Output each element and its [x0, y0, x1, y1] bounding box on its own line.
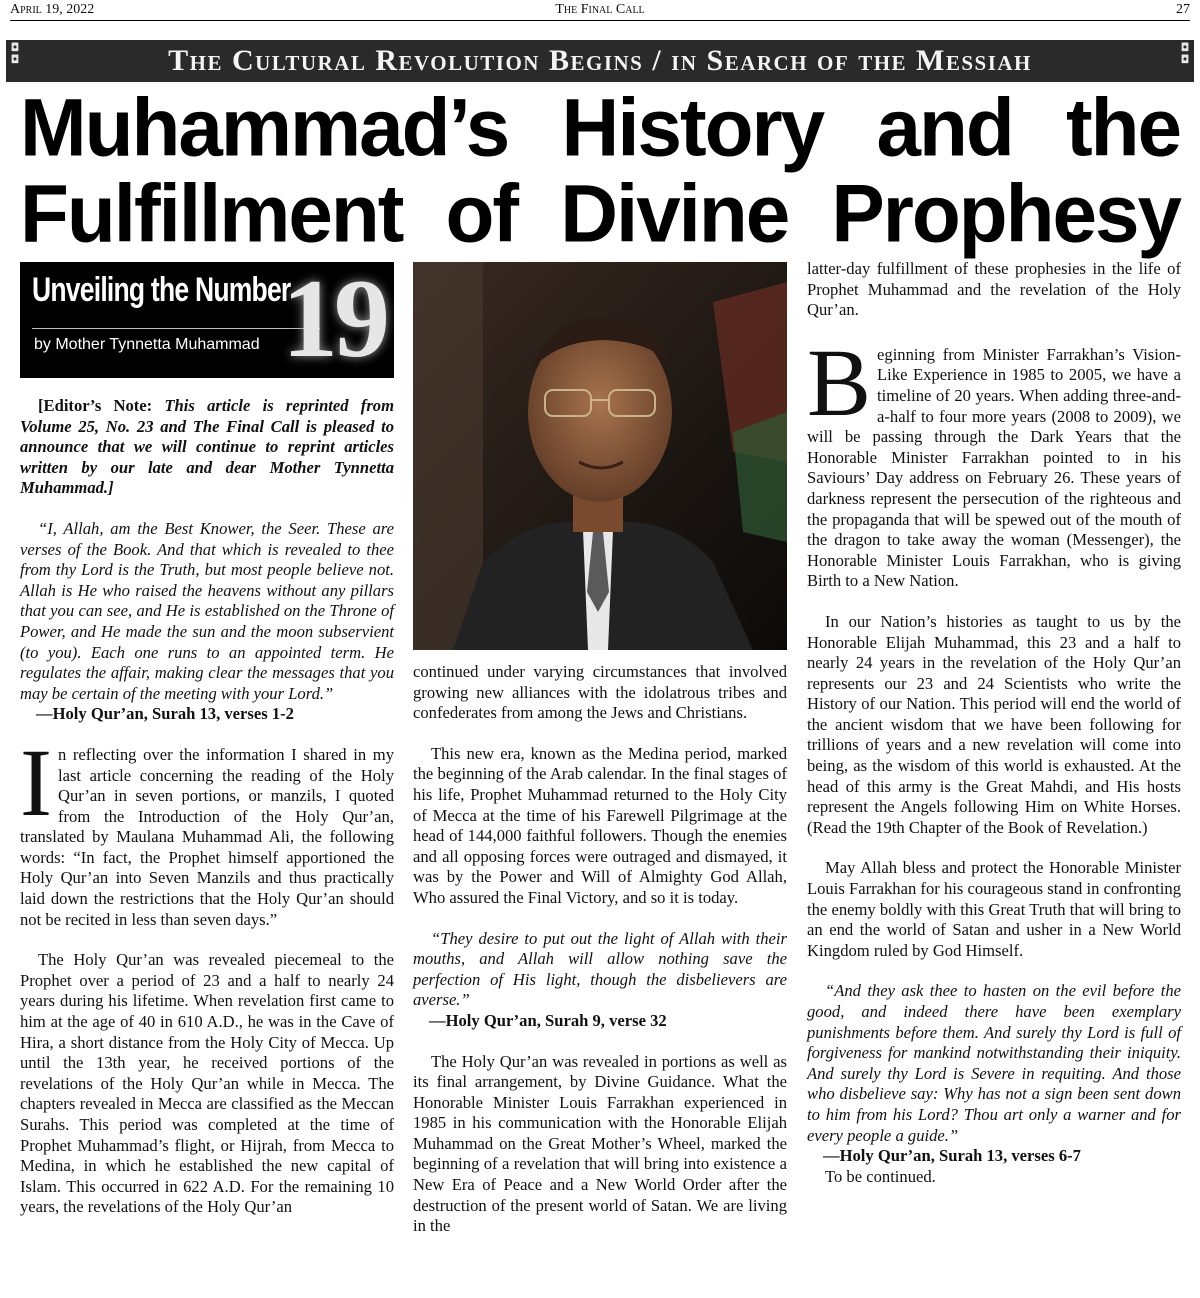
issue-date: April 19, 2022: [10, 2, 95, 17]
column-logo-title: Unveiling the Number: [32, 271, 291, 309]
column-logo-byline: by Mother Tynnetta Muhammad: [34, 336, 260, 353]
col2-paragraph-2: This new era, known as the Medina period, marked the beginning of the Arab calendar. In the final stages of his life, Prophet Muhammad returned to the Holy City of Mecca at the time of his Farewell Pilgrimage at the head of 144,000 faithful followers. Though the enemies and all opposing forces were outraged and dismayed, it was by the Power and Will of Almighty God Allah, Who assured the Final Victory, and so it is today.: [413, 743, 787, 907]
col1-paragraph-2: The Holy Qur’an was revealed piecemeal to the Prophet over a period of 23 and a half to nearly 24 years during his lifetime. When revelation first came to him at the age of 40 in 610 A.D., he was in the Cave of Hira, a short distance from the Holy City of Mecca. Up until the 13th year, he received portions of the revelations of the Holy Qur’an while in Mecca. The chapters revealed in Mecca are classified as the Meccan Surahs. This period was completed at the time of Prophet Muhammad’s flight, or Hijrah, from Mecca to Medina, in which he established the new capital of Islam. This occurred in 622 A.D. For the remaining 10 years, the revelations of the Holy Qur’an: [20, 950, 394, 1217]
col2-paragraph-1: continued under varying circumstances that involved growing new alliances with the idolatrous tribes and confederates from among the Jews and Christians.: [413, 662, 787, 723]
ornament-icon: ◘ ◘: [1180, 41, 1190, 66]
headline-word: of: [445, 168, 518, 259]
editors-note-lead: [Editor’s Note:: [38, 396, 153, 415]
portrait-photo: [413, 262, 787, 650]
col3-paragraph-1: latter-day fulfillment of these prophesies in the life of Prophet Muhammad and the revelation of the Holy Qur’an.: [807, 259, 1181, 320]
drop-cap: I: [20, 728, 52, 836]
headline-line-1: [20, 82, 1180, 173]
headline-word: the: [1066, 82, 1180, 173]
col2-paragraph-3: The Holy Qur’an was revealed in portions as well as its final arrangement, by Divine Guidance. What the Honorable Minister Louis Farrakhan experienced in 1985 in his communication with the Honorable Elijah Muhammad on the Great Mother’s Wheel, marked the beginning of a revelation that will bring into existence a New Era of Peace and a New World Order after the destruction of the present world of Satan. We are living in the: [413, 1051, 787, 1236]
quote-3: “And they ask thee to hasten on the evil before the good, and indeed there have been exemplary punishments before them. And surely thy Lord is full of forgiveness for mankind notwithstanding their iniquity. And surely thy Lord is Severe in requiting. And those who disbelieve say: Why has not a sign been sent down to him from his Lord? Thou art only a warner and for every people a guide.”: [807, 981, 1181, 1145]
to-be-continued: To be continued.: [825, 1166, 936, 1186]
article-column-1: [20, 262, 394, 1218]
col3-paragraph-4: May Allah bless and protect the Honorable Minister Louis Farrakhan for his courageous stand in confronting the enemy boldly with this Great Truth that will bring to an end the world of Satan and usher in a New World Kingdom ruled by God Himself.: [807, 858, 1181, 960]
col3-paragraph-3: In our Nation’s histories as taught to us by the Honorable Elijah Muhammad, this 23 and a half to nearly 24 years in the revelation of the Holy Qur’an represents our 23 and 24 Scientists who write the History of our Nation. This period will end the world of the ancient wisdom that we have been following for trillions of years and a new revelation will come into being, as the wisdom of this world is exhausted. At the head of this army is the Great Mahdi, and His hosts represent the Angels following Him on White Horses. (Read the 19th Chapter of the Book of Revelation.): [807, 611, 1181, 837]
editors-note: [20, 396, 394, 499]
column-logo-rule: [32, 328, 320, 329]
col1-paragraph-1: [20, 728, 394, 930]
page-folio: [10, 2, 1190, 21]
headline-line-2: [20, 168, 1180, 259]
column-logo-number: 19: [282, 262, 386, 378]
quote-2: “They desire to put out the light of Allah with their mouths, and Allah will allow nothing save the perfection of His light, though the disbelievers are averse.”: [413, 928, 787, 1010]
publication-name: The Final Call: [555, 2, 645, 17]
quote-2-citation: —Holy Qur’an, Surah 9, verse 32: [429, 1010, 667, 1030]
headline-word: Fulfillment: [20, 168, 403, 259]
col1-paragraph-1-text: n reflecting over the information I shared in my last article concerning the reading of the Holy Qur’an in seven portions, or manzils, I quoted from the Introduction of the Holy Qur’an, translated by Maulana Muhammad Ali, the following words: “In fact, the Prophet himself apportioned the Holy Qur’an into Seven Manzils and thus practically laid down the restrictions that the Holy Qur’an should not be recited in less than seven days.”: [20, 744, 394, 929]
quote-1: “I, Allah, am the Best Knower, the Seer. These are verses of the Book. And that which is revealed to thee from thy Lord is the Truth, but most people believe not. Allah is He who raised the heavens without any pillars that you can see, and He is established on the Throne of Power, and He made the sun and the moon subservient (to you). Each one runs to an appointed term. He regulates the affair, making clear the messages that you may be certain of the meeting with your Lord.”: [20, 518, 394, 703]
headline-word: Muhammad’s: [20, 82, 509, 173]
ornament-icon: ◘ ◘: [10, 41, 20, 66]
headline-word: Divine: [560, 168, 789, 259]
drop-cap: B: [807, 328, 872, 436]
editors-note-body: This article is reprinted from Volume 25, No. 23 and The Final Call is pleased to announce that we will continue to reprint articles written by our late and dear Mother Tynnetta Muhammad.]: [20, 396, 394, 498]
quote-1-citation: —Holy Qur’an, Surah 13, verses 1-2: [36, 704, 294, 724]
headline-word: and: [876, 82, 1013, 173]
col3-paragraph-2-text: eginning from Minister Farrakhan’s Vision-Like Experience in 1985 to 2005, we have a timeline of 20 years. When adding three-and-a-half to four more years (2008 to 2009), we will be passing through the Dark Years that the Honorable Minister Farrakhan pointed to in his Saviours’ Day address on February 26. These years of darkness represent the persecution of the righteous and the propaganda that will be spewed out of the mouth of the dragon to take away the woman (Messenger), the Honorable Minister Louis Farrakhan, who is giving Birth to a New Nation.: [807, 344, 1181, 591]
col3-paragraph-2: [807, 328, 1181, 592]
page-number: 27: [1176, 2, 1190, 17]
article-column-3: [807, 259, 1181, 1187]
banner-title: The Cultural Revolution Begins / in Search of the Messiah: [168, 44, 1032, 77]
column-logo: [20, 262, 394, 378]
portrait-illustration: [413, 262, 787, 650]
article-column-2: [413, 662, 787, 1237]
section-banner: [6, 40, 1194, 82]
headline-word: Prophesy: [831, 168, 1180, 259]
quote-3-citation: —Holy Qur’an, Surah 13, verses 6-7: [823, 1146, 1081, 1166]
headline-word: History: [561, 82, 824, 173]
